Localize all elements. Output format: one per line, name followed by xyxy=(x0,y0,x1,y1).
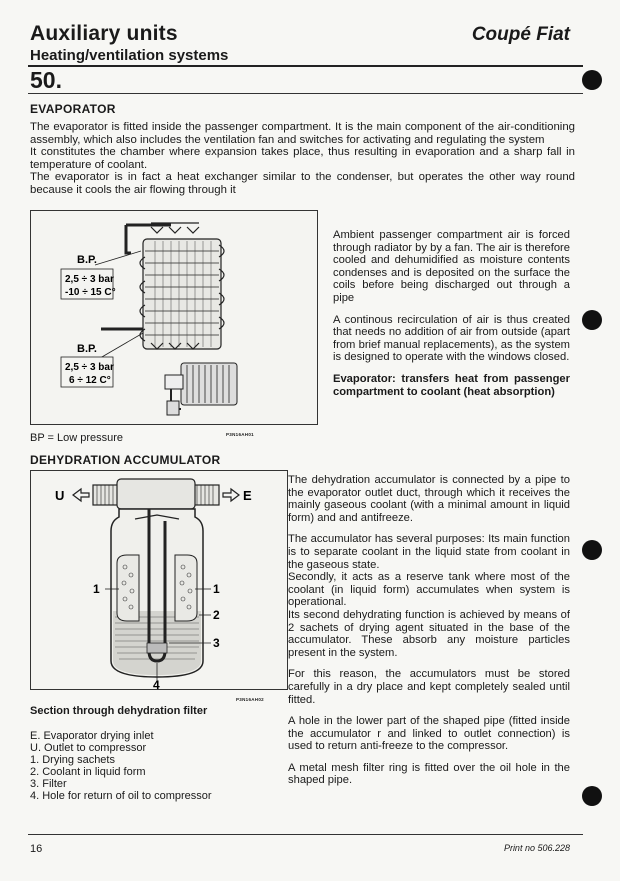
footer-rule xyxy=(28,834,583,835)
evaporator-paragraph: A continous recirculation of air is thus created that needs no addition of air from outside (apart from brief manual replacements), as the system is designed to operate with the windows closed. xyxy=(333,313,570,364)
legend-item: U. Outlet to compressor xyxy=(30,742,147,754)
binder-hole-icon xyxy=(582,310,602,330)
accumulator-figure xyxy=(30,470,288,690)
binder-hole-icon xyxy=(582,786,602,806)
accumulator-paragraph: For this reason, the accumulators must be stored carefully in a dry place and kept completely sealed until fitted. xyxy=(288,668,570,706)
header-rule-secondary xyxy=(28,93,583,94)
accumulator-paragraph: A hole in the lower part of the shaped pipe (fitted inside the accumulator r and linked to outlet connection) is used to return anti-freeze to the compressor. xyxy=(288,715,570,753)
accumulator-legend xyxy=(30,730,212,802)
binder-hole-icon xyxy=(582,540,602,560)
evaporator-bold-note: Evaporator: transfers heat from passenger compartment to coolant (heat absorption) xyxy=(333,372,570,398)
accumulator-paragraph: The dehydration accumulator is connected by a pipe to the evaporator outlet duct, through which it receives the mainly gaseous coolant (with a minimal amount in liquid form) and and antifreeze. xyxy=(288,474,570,524)
legend-item: 2. Coolant in liquid form xyxy=(30,766,146,778)
accumulator-paragraph: The accumulator has several purposes: Its main function is to separate coolant in the liquid state from coolant in the gaseous state. xyxy=(288,533,570,571)
page-subtitle: Heating/ventilation systems xyxy=(30,47,229,64)
legend-item: E. Evaporator drying inlet xyxy=(30,730,154,742)
bp-label-top: B.P. xyxy=(77,254,97,266)
header-rule xyxy=(28,65,583,67)
page-title: Auxiliary units xyxy=(30,22,178,45)
evaporator-description xyxy=(333,229,570,407)
bp-note: BP = Low pressure xyxy=(30,432,124,444)
callout-4: 4 xyxy=(153,678,160,691)
print-number: Print no 506.228 xyxy=(503,843,570,853)
binder-hole-icon xyxy=(582,70,602,90)
callout-2: 2 xyxy=(213,608,220,622)
legend-item: 3. Filter xyxy=(30,778,67,790)
evaporator-heading: EVAPORATOR xyxy=(30,102,116,116)
evaporator-figure xyxy=(30,210,318,425)
page-number: 16 xyxy=(30,843,43,855)
bp-label-bottom: B.P. xyxy=(77,343,97,355)
legend-item: 1. Drying sachets xyxy=(30,754,115,766)
accumulator-heading: DEHYDRATION ACCUMULATOR xyxy=(30,453,221,467)
evaporator-intro-paragraph: The evaporator is fitted inside the passenger compartment. It is the main component of the air-conditioning assembly, which also includes the ventilation fan and switches for activating and regulating the system xyxy=(30,121,575,146)
accumulator-paragraph: Secondly, it acts as a reserve tank where most of the coolant (in liquid form) accumulates when system is operational. xyxy=(288,571,570,609)
section-number: 50. xyxy=(30,67,62,93)
evaporator-intro-paragraph: It constitutes the chamber where expansion takes place, thus resulting in evaporation and a sharp fall in temperature of coolant. xyxy=(30,146,575,171)
pressure-bottom: 2,5 ÷ 3 bar xyxy=(65,362,114,373)
accumulator-diagram xyxy=(31,471,289,691)
accumulator-caption: Section through dehydration filter xyxy=(30,705,208,717)
evaporator-intro-paragraph: The evaporator is in fact a heat exchanger similar to the condenser, but operates the other way round because it cools the air flowing through it xyxy=(30,171,575,196)
brand-name: Coupé Fiat xyxy=(471,24,570,45)
temperature-top: -10 ÷ 15 C° xyxy=(65,287,116,298)
callout-1-left: 1 xyxy=(93,582,100,596)
label-inlet-e: E xyxy=(243,488,252,503)
evaporator-paragraph: Ambient passenger compartment air is forced through radiator by by a fan. The air is therefore cooled and dehumidified as moisture contents condenses and is deposited on the surface the coils before being discharged out through a pipe xyxy=(333,229,570,304)
accumulator-paragraph: A metal mesh filter ring is fitted over the oil hole in the shaped pipe. xyxy=(288,761,570,787)
temperature-bottom: 6 ÷ 12 C° xyxy=(69,375,111,386)
label-outlet-u: U xyxy=(55,488,65,503)
legend-item: 4. Hole for return of oil to compressor xyxy=(30,790,212,802)
evaporator-figure-code: P3N16AH01 xyxy=(226,432,254,437)
callout-1-right: 1 xyxy=(213,582,220,596)
evaporator-diagram xyxy=(31,211,319,426)
accumulator-description xyxy=(288,474,570,796)
accumulator-paragraph: Its second dehydrating function is achieved by means of 2 sachets of drying agent situated in the base of the accumulator. These absorb any moisture particles present in the system. xyxy=(288,608,570,659)
evaporator-intro xyxy=(30,121,575,197)
pressure-top: 2,5 ÷ 3 bar xyxy=(65,274,114,285)
accumulator-figure-code: P3N16AH02 xyxy=(236,697,264,702)
callout-3: 3 xyxy=(213,636,220,650)
